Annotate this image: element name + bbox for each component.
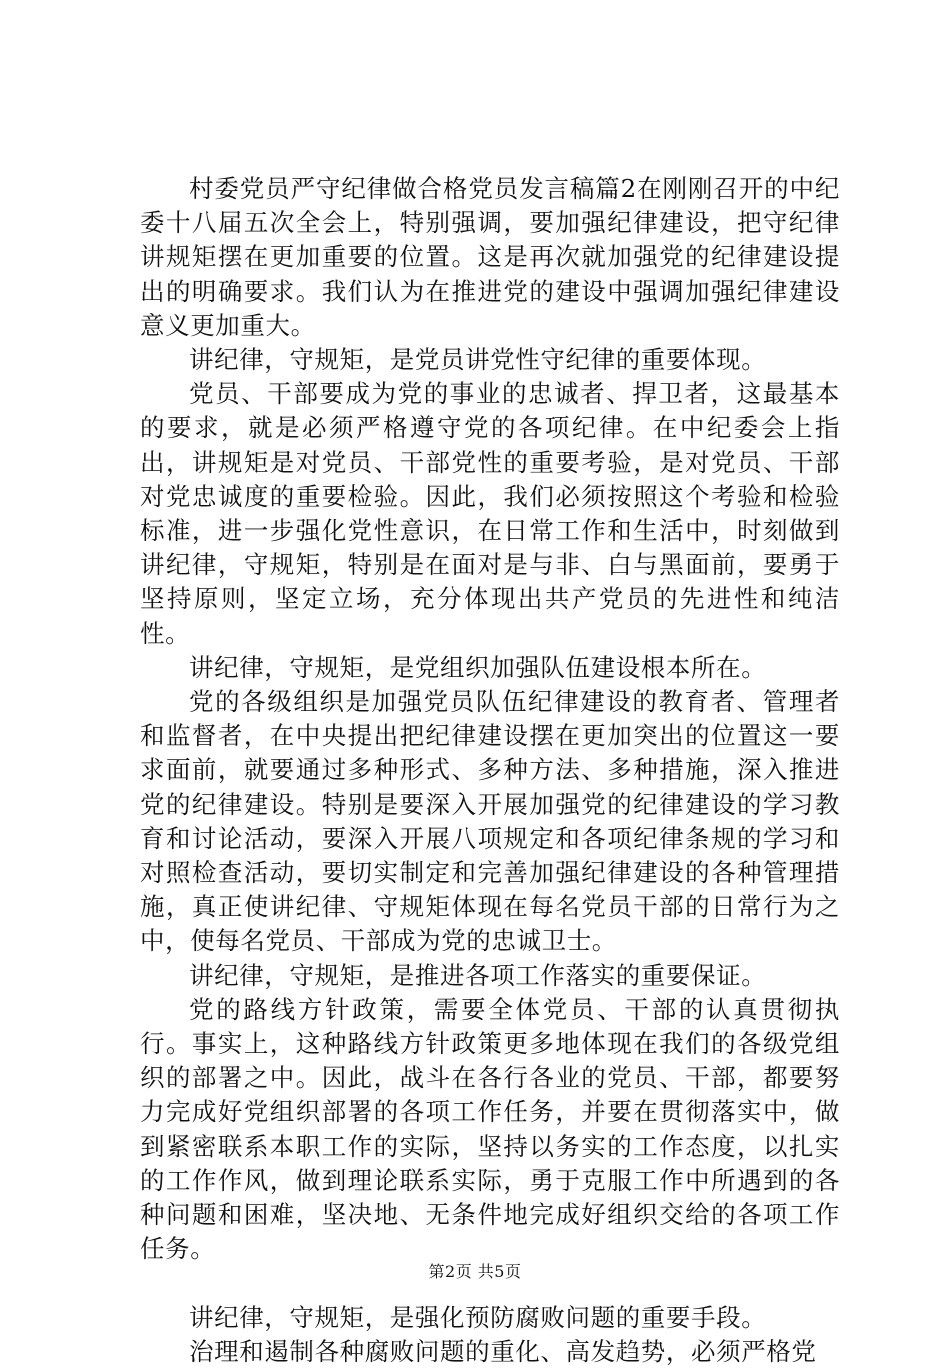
section-heading-work-implementation: 讲纪律，守规矩，是推进各项工作落实的重要保证。 — [189, 960, 767, 990]
section-heading-party-spirit: 讲纪律，守规矩，是党员讲党性守纪律的重要体现。 — [189, 345, 767, 375]
document-body — [140, 172, 840, 1369]
paragraph-anti-corruption: 治理和遏制各种腐败问题的重化、高发趋势，必须严格党 — [189, 1336, 817, 1366]
section-heading-team-building: 讲纪律，守规矩，是党组织加强队伍建设根本所在。 — [189, 652, 767, 682]
paragraph-team-building: 党的各级组织是加强党员队伍纪律建设的教育者、管理者和监督者，在中央提出把纪律建设摆在更加突出的位置这一要求面前，就要通过多种形式、多种方法、多种措施，深入推进党的纪律建设。特别是要深入开展加强党的纪律建设的学习教育和讨论活动，要深入开展八项规定和各项纪律条规的学习和对照检查活动，要切实制定和完善加强纪律建设的各种管理措施，真正使讲纪律、守规矩体现在每名党员干部的日常行为之中，使每名党员、干部成为党的忠诚卫士。 — [140, 687, 840, 956]
page-number-footer: 第2页 共5页 — [428, 1262, 522, 1281]
section-heading-anti-corruption: 讲纪律，守规矩，是强化预防腐败问题的重要手段。 — [189, 1302, 767, 1332]
paragraph-intro: 村委党员严守纪律做合格党员发言稿篇2在刚刚召开的中纪委十八届五次全会上，特别强调，要加强纪律建设，把守纪律讲规矩摆在更加重要的位置。这是再次就加强党的纪律建设提出的明确要求。我们认为在推进党的建设中强调加强纪律建设意义更加重大。 — [140, 174, 840, 340]
paragraph-work-implementation: 党的路线方针政策，需要全体党员、干部的认真贯彻执行。事实上，这种路线方针政策更多地体现在我们的各级党组织的部署之中。因此，战斗在各行各业的党员、干部，都要努力完成好党组织部署的各项工作任务，并要在贯彻落实中，做到紧密联系本职工作的实际，坚持以务实的工作态度，以扎实的工作作风，做到理论联系实际，勇于克服工作中所遇到的各种问题和困难，坚决地、无条件地完成好组织交给的各项工作任务。 — [140, 994, 840, 1264]
paragraph-party-spirit: 党员、干部要成为党的事业的忠诚者、捍卫者，这最基本的要求，就是必须严格遵守党的各项纪律。在中纪委会上指出，讲规矩是对党员、干部党性的重要考验，是对党员、干部对党忠诚度的重要检验。因此，我们必须按照这个考验和检验标准，进一步强化党性意识，在日常工作和生活中，时刻做到讲纪律，守规矩，特别是在面对是与非、白与黑面前，要勇于坚持原则，坚定立场，充分体现出共产党员的先进性和纯洁性。 — [140, 379, 840, 648]
